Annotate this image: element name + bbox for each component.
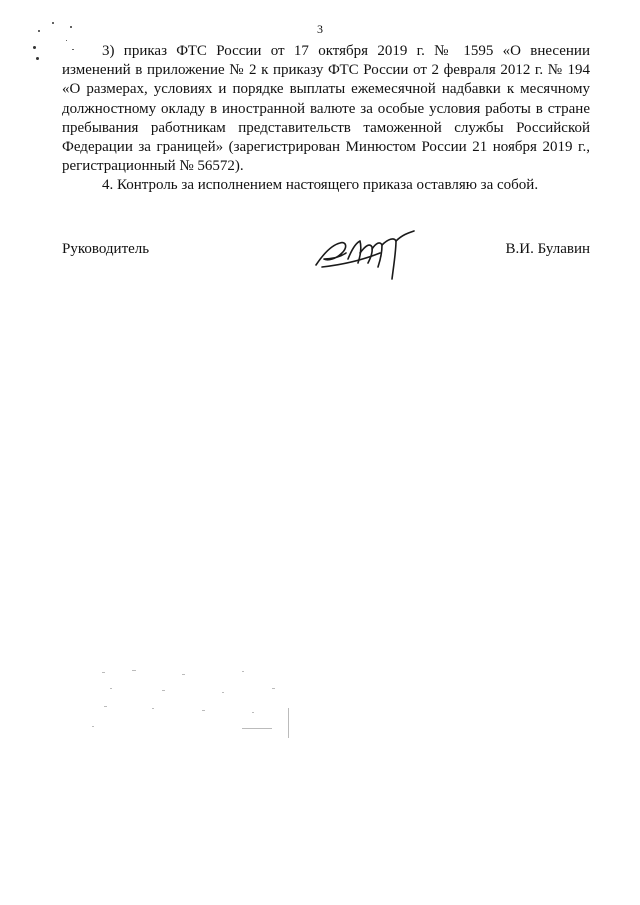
- scan-residue: [92, 668, 292, 748]
- page-number: 3: [317, 22, 323, 36]
- signatory-role: Руководитель: [62, 241, 150, 257]
- signatory-name: В.И. Булавин: [505, 241, 590, 257]
- handwritten-signature: [310, 223, 430, 283]
- document-body: [62, 42, 590, 196]
- scan-speck: [33, 46, 36, 49]
- signature-block: [62, 241, 590, 271]
- scan-speck: [36, 57, 39, 60]
- scan-speck: [66, 40, 67, 41]
- paragraph-item-3: 3) приказ ФТС России от 17 октября 2019 г. № 1595 «О внесении изменений в приложение № 2 к приказу ФТС России от 2 февраля 2012 г. № 194 «О размерах, условиях и порядке выплаты ежемесячной надбавки к месячному должностному окладу в иностранной валюте за особые условия работы в стране пребывания работникам представительств таможенной службы Российской Федерации за границей» (зарегистрирован Минюстом России 21 ноября 2019 г., регистрационный № 56572).: [62, 43, 590, 175]
- paragraph-item-4: 4. Контроль за исполнением настоящего приказа оставляю за собой.: [102, 177, 539, 194]
